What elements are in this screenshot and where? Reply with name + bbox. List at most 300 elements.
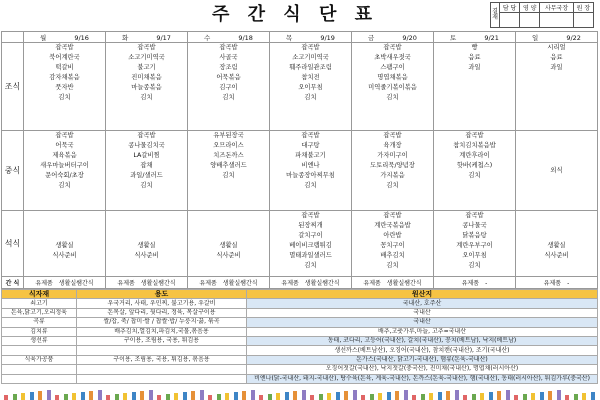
menu-item: 잡곡밥 <box>465 132 484 139</box>
approval-sign-box <box>520 13 540 28</box>
menu-item: 파채불고기 <box>295 152 326 159</box>
origin-usage <box>77 374 247 383</box>
approval-sign-box <box>573 13 593 28</box>
menu-cell <box>352 43 434 131</box>
menu-item: 잡곡밥 <box>301 132 320 139</box>
decoration-bar <box>98 390 102 400</box>
origin-usage: 구이용, 조림용, 국용, 튀김용 <box>77 336 247 345</box>
decoration-bar <box>497 391 501 400</box>
decoration-bar <box>429 393 433 400</box>
decoration-bar <box>353 390 357 400</box>
menu-item: 빵 <box>471 44 478 51</box>
decoration-bar <box>149 390 153 400</box>
menu-cell <box>516 211 598 277</box>
page-title: 주 간 식 단 표 <box>211 4 378 25</box>
origin-ingredient: 돈육,닭고기,오리정육 <box>2 308 77 317</box>
menu-item: 가자미구이 <box>377 152 408 159</box>
decoration-bar <box>208 395 212 400</box>
snack-item: 유제품 <box>117 280 135 287</box>
approval-table <box>490 2 594 28</box>
menu-item: 제육볶음 <box>52 152 77 159</box>
menu-item <box>106 231 187 241</box>
menu-item: 대구탕 <box>301 142 320 149</box>
decoration-bar <box>123 393 127 400</box>
decoration-bar <box>540 392 544 400</box>
approval-role: 사무국장 <box>540 3 574 13</box>
menu-item <box>24 231 105 241</box>
day-of-week: 토 <box>450 33 457 42</box>
menu-item: 생활실 <box>219 242 238 249</box>
menu-item: 김치 <box>58 182 71 189</box>
menu-item: 생활실 <box>137 242 156 249</box>
snack-item: 유제품 <box>35 280 53 287</box>
origin-ingredient: 곡류 <box>2 318 77 327</box>
menu-item: 북어계란국 <box>49 54 80 61</box>
menu-item: 계란국볶음밥 <box>374 222 411 229</box>
decoration-bar <box>446 391 450 400</box>
menu-item: 김치 <box>386 182 399 189</box>
menu-cell <box>434 131 516 211</box>
menu-cell <box>434 211 516 277</box>
approval-sign-box <box>500 13 520 28</box>
decoration-bar <box>140 391 144 400</box>
menu-item: 시리얼 <box>547 44 566 51</box>
menu-item <box>516 211 597 221</box>
decoration-bar <box>276 393 280 400</box>
menu-item: 잡곡밥 <box>383 44 402 51</box>
snack-cell <box>106 277 188 289</box>
menu-item: 진미채볶음 <box>131 74 162 81</box>
meal-row <box>2 131 598 211</box>
menu-item: 잡곡밥 <box>55 132 74 139</box>
decoration-bar <box>47 390 51 400</box>
origin-source: 국내산, 호주산 <box>247 299 598 308</box>
menu-item: 생활실 <box>547 242 566 249</box>
decoration-bar <box>327 393 331 400</box>
approval-sign-box <box>540 13 574 28</box>
decoration-bar <box>55 395 59 400</box>
menu-item: 핫바(케첩스) <box>456 162 493 169</box>
decoration-bar <box>480 393 484 400</box>
decoration-bar <box>293 391 297 400</box>
menu-cell <box>516 43 598 131</box>
menu-item <box>24 211 105 221</box>
decoration-bar <box>191 391 195 400</box>
menu-cell <box>352 131 434 211</box>
menu-cell <box>24 43 106 131</box>
menu-item: 미역줄기볶이볶음 <box>368 84 417 91</box>
menu-item: 오이무침 <box>462 252 487 259</box>
decoration-bar <box>38 391 42 400</box>
menu-item <box>188 221 269 231</box>
meal-row <box>2 43 598 131</box>
decoration-bar <box>378 393 382 400</box>
day-date: 9/18 <box>238 33 253 42</box>
weekly-menu-table <box>1 31 598 289</box>
menu-item: 김치 <box>222 172 235 179</box>
origin-row <box>2 374 598 383</box>
origin-source: 돈가스(국내산, 닭고기-국내산), 햄류(돈육-국내산) <box>247 355 598 364</box>
menu-cell <box>106 211 188 277</box>
origin-row <box>2 308 598 317</box>
origin-source: 국내산 <box>247 318 598 327</box>
menu-item: 잡곡밥 <box>383 212 402 219</box>
decoration-bar <box>472 394 476 400</box>
menu-item: 문어숙회/초장 <box>45 172 84 179</box>
decoration-bar <box>455 390 459 400</box>
menu-item: 비엔나 <box>301 162 320 169</box>
origin-ingredient: 김치류 <box>2 327 77 336</box>
snack-item: 유제품 <box>543 280 562 287</box>
decoration-bar <box>268 394 272 400</box>
decoration-bar <box>531 393 535 400</box>
origin-row <box>2 365 598 374</box>
decoration-bar <box>89 391 93 400</box>
menu-item <box>188 231 269 241</box>
origin-source: 국내산 <box>247 308 598 317</box>
menu-item: 치즈돈까스 <box>213 152 244 159</box>
snack-row <box>2 277 598 289</box>
snack-item: - <box>485 280 488 287</box>
snack-item: 유제품 <box>461 280 480 287</box>
origin-header: 식자재 <box>2 290 77 299</box>
menu-item: 생활실 <box>55 242 74 249</box>
meal-label: 조식 <box>2 43 24 131</box>
menu-item: 불고기 <box>137 64 156 71</box>
decoration-bar <box>259 395 263 400</box>
menu-cell <box>24 131 106 211</box>
menu-item: 잡곡밥 <box>219 44 238 51</box>
decoration-bar <box>336 392 340 400</box>
menu-item: 명엽채볶음 <box>377 74 408 81</box>
menu-cell <box>188 211 270 277</box>
decoration-bar <box>234 392 238 400</box>
menu-item: 김치 <box>386 94 399 101</box>
decoration-bar <box>242 391 246 400</box>
menu-item: 사골국 <box>219 54 238 61</box>
menu-item: 감자채볶음 <box>49 74 80 81</box>
menu-item: 육개장 <box>383 142 402 149</box>
menu-item: 마늘종볶음 <box>131 84 162 91</box>
snack-cell <box>434 277 516 289</box>
menu-item: 식사준비 <box>216 252 241 259</box>
menu-item: 오므라이스 <box>213 142 244 149</box>
decoration-bar <box>506 390 510 400</box>
menu-item: 계란후라이 <box>459 152 490 159</box>
decoration-bar <box>548 391 552 400</box>
menu-item: 참치김치볶음밥 <box>453 142 496 149</box>
day-of-week: 금 <box>368 33 375 42</box>
menu-item: 잡곡밥 <box>137 132 156 139</box>
origin-usage: 우국거리, 사태, 우민찌, 불고기용, 우갈비 <box>77 299 247 308</box>
decoration-bar <box>319 394 323 400</box>
menu-item: 김구이 <box>219 84 238 91</box>
menu-item: 잡곡밥 <box>301 44 320 51</box>
menu-item: 잡곡밥 <box>301 212 320 219</box>
menu-item: 계란우부구이 <box>456 242 493 249</box>
day-date: 9/16 <box>74 33 89 42</box>
menu-item: 어묵볶음 <box>216 74 241 81</box>
menu-item: 풋자반 <box>55 84 74 91</box>
menu-item: 김치 <box>140 94 153 101</box>
origin-source: 생선까스(베트남산), 오징어(국내산), 참치캔(국내산), 조기(국내산) <box>247 346 598 355</box>
menu-item <box>106 221 187 231</box>
origin-usage <box>77 346 247 355</box>
decoration-bar <box>174 393 178 400</box>
origin-row <box>2 327 598 336</box>
decoration-bar <box>30 392 34 400</box>
snack-item: 생활실쌤간식 <box>304 280 340 287</box>
decoration-bar <box>64 394 68 400</box>
day-of-week: 일 <box>532 33 539 42</box>
menu-item: 식사준비 <box>52 252 77 259</box>
menu-item: 가지볶음 <box>380 172 405 179</box>
origin-row <box>2 336 598 345</box>
day-date: 9/20 <box>402 33 417 42</box>
decoration-bar <box>582 393 586 400</box>
menu-item <box>188 211 269 221</box>
day-header <box>270 32 352 43</box>
origin-ingredient <box>2 365 77 374</box>
snack-item: - <box>567 280 570 287</box>
menu-cell <box>270 211 352 277</box>
menu-item: 양배추샐러드 <box>210 162 247 169</box>
snack-item: 생활실쌤간식 <box>386 280 422 287</box>
menu-cell <box>270 131 352 211</box>
day-header <box>352 32 434 43</box>
origin-ingredient: 쇠고기 <box>2 299 77 308</box>
snack-item: 생활실쌤간식 <box>58 280 94 287</box>
decorative-border <box>0 389 600 400</box>
menu-cell <box>516 131 598 211</box>
decoration-bar <box>302 390 306 400</box>
snack-cell <box>24 277 106 289</box>
menu-item: 훼주라일관조림 <box>289 64 332 71</box>
menu-item: 도토리묵/양념장 <box>370 162 415 169</box>
decoration-bar <box>438 392 442 400</box>
origin-ingredient <box>2 346 77 355</box>
menu-item: 마늘종장아찌무침 <box>286 172 335 179</box>
snack-item: 유제품 <box>199 280 217 287</box>
origin-table <box>1 289 598 384</box>
day-header <box>106 32 188 43</box>
origin-header: 원산지 <box>247 290 598 299</box>
origin-ingredient <box>2 374 77 383</box>
decoration-bar <box>157 395 161 400</box>
decoration-bar <box>21 393 25 400</box>
approval-role: 담 당 <box>500 3 520 13</box>
decoration-bar <box>183 392 187 400</box>
menu-cell <box>106 43 188 131</box>
menu-item: 콩나물국 <box>462 222 487 229</box>
origin-source: 배추,고춧가루,마늘, 고추=국내산 <box>247 327 598 336</box>
menu-item: LA갈비찜 <box>133 152 160 159</box>
day-date: 9/22 <box>566 33 581 42</box>
menu-item: 스팸구이 <box>380 64 405 71</box>
origin-usage: 돈목살, 앞다리, 뒷다리, 정육, 목살구이용 <box>77 308 247 317</box>
menu-item: 김치 <box>222 94 235 101</box>
origin-ingredient: 생선류 <box>2 336 77 345</box>
menu-item: 베이비크랩튀김 <box>289 242 332 249</box>
menu-item: 식사준비 <box>134 252 159 259</box>
approval-role: 원 장 <box>573 3 593 13</box>
decoration-bar <box>217 394 221 400</box>
decoration-bar <box>591 392 595 400</box>
origin-source: 동태, 코다리, 고등어(국내산), 갈치(국내산), 꽁치(베트남), 낙지(베트남) <box>247 336 598 345</box>
menu-item: 외식 <box>550 166 563 174</box>
menu-item: 잡채 <box>140 162 153 169</box>
meal-label: 중식 <box>2 131 24 211</box>
day-header <box>188 32 270 43</box>
menu-item <box>516 231 597 241</box>
menu-item: 멸태과일샐러드 <box>289 252 332 259</box>
menu-item: 떡갈비 <box>55 64 74 71</box>
day-of-week: 월 <box>40 33 47 42</box>
origin-source: 비엔나(닭-국내산, 돼지-국내산), 탕수육(돈육, 계육-국내산), 돈까스(돈육-국내산), 햄(국내산), 동태(러시아산), 튀김가루(중국산) <box>247 374 598 383</box>
menu-cell <box>352 211 434 277</box>
decoration-bar <box>310 395 314 400</box>
menu-item: 된장찌개 <box>298 222 323 229</box>
day-date: 9/17 <box>156 33 171 42</box>
menu-item: 김치 <box>140 182 153 189</box>
menu-item: 과일 <box>468 64 481 71</box>
snack-item: 유제품 <box>363 280 381 287</box>
menu-item: 김치 <box>304 182 317 189</box>
snack-cell <box>352 277 434 289</box>
meal-label: 석식 <box>2 211 24 277</box>
decoration-bar <box>225 393 229 400</box>
decoration-bar <box>251 390 255 400</box>
menu-cell <box>270 43 352 131</box>
origin-source: 오징어젓갈(국내산), 낙지젓갈(중국산), 진미채(국내산), 명엽채(러시아산) <box>247 365 598 374</box>
menu-cell <box>24 211 106 277</box>
menu-cell <box>434 43 516 131</box>
origin-row <box>2 355 598 364</box>
menu-item: 어묵국 <box>55 142 74 149</box>
day-date: 9/21 <box>484 33 499 42</box>
decoration-bar <box>106 395 110 400</box>
decoration-bar <box>132 392 136 400</box>
menu-item: 아란밥 <box>383 232 402 239</box>
decoration-bar <box>565 395 569 400</box>
day-header-row <box>2 32 598 43</box>
menu-item: 유부된장국 <box>213 132 244 139</box>
menu-item: 닭볶음탕 <box>462 232 487 239</box>
day-header <box>434 32 516 43</box>
decoration-bar <box>514 395 518 400</box>
menu-item: 소고기미역국 <box>292 54 329 61</box>
snack-cell <box>516 277 598 289</box>
menu-item: 참치전 <box>301 74 320 81</box>
day-of-week: 목 <box>286 33 293 42</box>
menu-item: 배추김치 <box>380 252 405 259</box>
snack-item: 생활실쌤간식 <box>140 280 176 287</box>
menu-item: 갈치구이 <box>298 232 323 239</box>
decoration-bar <box>463 395 467 400</box>
day-date: 9/19 <box>320 33 335 42</box>
decoration-bar <box>361 395 365 400</box>
decoration-bar <box>574 394 578 400</box>
menu-item: 과일 <box>550 64 563 71</box>
menu-item <box>106 211 187 221</box>
day-of-week: 화 <box>122 33 129 42</box>
menu-item: 음료 <box>468 54 481 61</box>
origin-usage: 배추김치,열김치,파김치,국물,볶음용 <box>77 327 247 336</box>
day-header <box>24 32 106 43</box>
menu-item: 과일/샐러드 <box>130 172 163 179</box>
menu-item: 잡곡밥 <box>137 44 156 51</box>
origin-row <box>2 299 598 308</box>
decoration-bar <box>370 394 374 400</box>
snack-item: 생활실쌤간식 <box>222 280 258 287</box>
origin-row <box>2 346 598 355</box>
decoration-bar <box>395 391 399 400</box>
decoration-bar <box>489 392 493 400</box>
decoration-bar <box>72 393 76 400</box>
menu-item <box>516 221 597 231</box>
decoration-bar <box>404 390 408 400</box>
menu-item: 김치 <box>386 262 399 269</box>
menu-item: 콩나물김치국 <box>128 142 165 149</box>
decoration-bar <box>387 392 391 400</box>
menu-item: 김치 <box>304 262 317 269</box>
menu-cell <box>188 43 270 131</box>
menu-item: 잡곡밥 <box>465 212 484 219</box>
approval-side-label: 결재 <box>491 3 500 28</box>
snack-label: 간 식 <box>2 277 24 289</box>
origin-usage <box>77 365 247 374</box>
decoration-bar <box>421 394 425 400</box>
origin-row <box>2 318 598 327</box>
origin-usage: 구이용, 조림용, 국용, 튀김용, 볶음용 <box>77 355 247 364</box>
menu-item: 김치 <box>58 94 71 101</box>
menu-item: 꽁치구이 <box>380 242 405 249</box>
decoration-bar <box>166 394 170 400</box>
menu-item: 장조림 <box>219 64 238 71</box>
menu-item: 잡곡밥 <box>55 44 74 51</box>
origin-header: 용도 <box>77 290 247 299</box>
menu-item: 오이무침 <box>298 84 323 91</box>
decoration-bar <box>13 394 17 400</box>
menu-item: 소고기미역국 <box>128 54 165 61</box>
decoration-bar <box>81 392 85 400</box>
decoration-bar <box>412 395 416 400</box>
snack-item: 유제품 <box>281 280 299 287</box>
menu-item: 김치 <box>304 94 317 101</box>
menu-item: 잡곡밥 <box>383 132 402 139</box>
menu-item: 김치 <box>468 262 481 269</box>
decoration-bar <box>200 390 204 400</box>
day-header <box>516 32 598 43</box>
decoration-bar <box>285 392 289 400</box>
decoration-bar <box>557 390 561 400</box>
menu-item <box>24 221 105 231</box>
decoration-bar <box>523 394 527 400</box>
meal-row <box>2 211 598 277</box>
menu-item: 김치 <box>468 172 481 179</box>
menu-item: 초박새우젓국 <box>374 54 411 61</box>
snack-cell <box>188 277 270 289</box>
snack-cell <box>270 277 352 289</box>
decoration-bar <box>344 391 348 400</box>
origin-usage: 쌀/잡, 죽/ 찹미·쌀 / 찹쌀·밥/ 누룽지·끓, 묶곡 <box>77 318 247 327</box>
approval-role: 영 양 <box>520 3 540 13</box>
menu-item: 식사준비 <box>544 252 569 259</box>
decoration-bar <box>115 394 119 400</box>
menu-item: 새우마늘버터구이 <box>40 162 89 169</box>
day-of-week: 수 <box>204 33 211 42</box>
menu-item: 음료 <box>550 54 563 61</box>
